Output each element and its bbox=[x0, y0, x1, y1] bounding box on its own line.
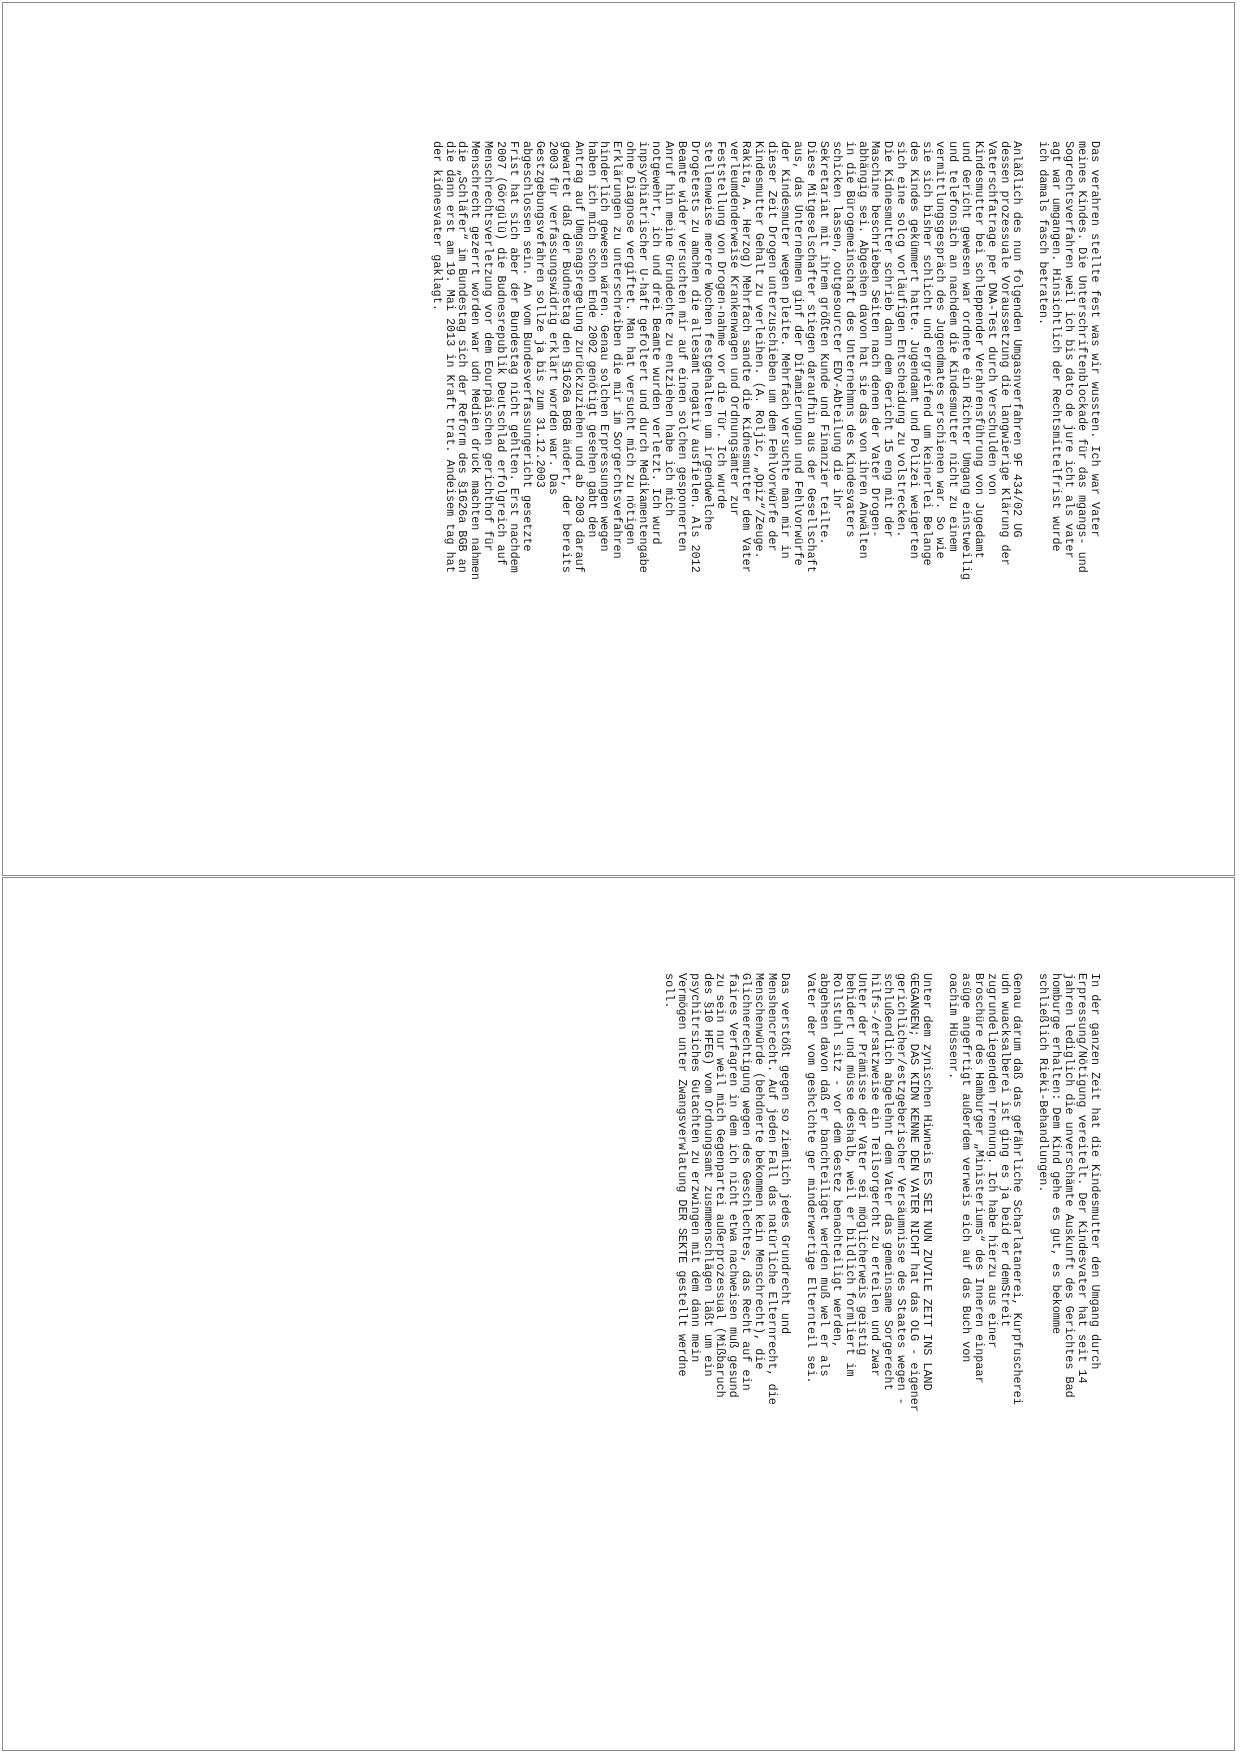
paragraph: Anläßlich des nun folgenden Umgasnverfahren 9F 434/02 UG dessen prozessuale Voraussetzung die langwierige Klärung der Vaterschfatrage per DNA-Test durch Verschulden von Kindesmutter bei schleppender Verahrensführung von Jugedamt und Gericht gewesen war ordnete ein Richter Umgang einstweilig und telefonsich an nachdem die Kindesmutter nicht zu einem vermittlungsgespräch des Jugendmates erschienen war. So wie sie sich bisher schlicht und ergreifend um keinerlei Belange des Kindes gekümmert hatte. Jugendamt und Polizei weigerten sich eine solcg vorläufigen Entscheidung zu volstrecken. Die Kidnesmutter schrieb dann dem Gericht 15 eng mit der Maschine beschrieben Seiten nach denen der Vater Drogen- abhängig sei. Abgeshen davon hat sie das von ihren Anwälten in die Bürogemeinschaft des Unternehmns des Kindesvaters schicken lassen, outgesourcter EDV-Abteilung die ihr Sekretariat mit ihrem größten Kunde und Finanzier teilte. Diese Mitgeselschafter stiegen daraufhin aus der Gesellschaft aus, das Unternehmen ginf der Difamierungun und Fehlvorwürfe der Kindesmuter wegen pleite. Mehrfach versuchte man mir in dieser Zeit Drogen unterzuschieben um dem Fehlvorwürfe der Kindesmutter Gehalt zu verleihen. (A. Roljic, „Opiz“/Zeuge. Rakita, A. Herzog) Mehrfach sandte die Kidnesmutter dem Vater verleumdenderweise Krankenwagen und Ordnungsämter zur Feststellung von Drogen-nahme vor die Tür. Ich wurde stellenweise merere Wochen festgehalten um irgendwelche Drogetests zu amchen die allesamt negativ ausfielen. Als 2012 Beamte wider versuchten mir auf einen solchen gesponnerten Anruf hin meine Grundechte zu entziehen habe ich mich notgewehrt, ich und drei Beamte wurden verletzt. Ich wurd inpsychiatrischer U-haft gefoltert und durch Medikamentengabe ohne Diagnose vergiftet. Man hat versucht mich zu nötigen Erklärungen zu unterschreiben die mir im Sorgerchtsvefahren hinderlich gewesen wären. Genau solchen Erpressungen wegen haben ich mich schon Ende 2002 genötigt gesehen gabt den Antrag auf Umgsnagsregelung zurückzuziehen und ab 2003 darauf gewartet daß der Budnestag den §1626a BGB ändert, der bereits 2003 für verfassungswidrig erklärt worden war. Das Gestzgebungsvefahren sollze ja bis zum 31.12.2003 abgeschlossen sein. An vom Bundesverfassungericht gesetzte Frist hat sich aber der Bundestag nicht gehlten. Erst nachdem 2007 (Görgülü) die Budnesrepublik Deutschlad erfolgreich auf Menschrechtsverletzung vor dem Eourpäischen gerichthof für Menschrecht gezerrt worden war udn Medien druck machten nahmen die „Schläfer“ im Bundestag sich der Reform des §1626a BGB an die dann erst am 19. Mai 2013 in Kraft trat. Andeisem tag hat der kidnesvater gaklagt. bbox=[429, 141, 1025, 580]
page-body-text bbox=[662, 973, 1101, 1673]
paragraph: Das verahren stellte fest was wir wussten. Ich war Vater meines Kindes. Die Unterschriftenblockade für das mgangs- und Sogrechtsverfahren weil ich bis dato de jure icht als vater agt war umgangen. Hinsichtlich der Rechtsmittelfrist wurde ich damals fasch betraten. bbox=[1036, 141, 1102, 573]
paragraph: Genau darum daß das gefährliche Scharlatanerei, Kurpfuscherei udn wuacksalberei ist ging es ja beid er demStreit zugrundeliegenden Trennung. Ich habe hierzu aus einer Broschüre des Hamburger „Ministeriums“ des Inneren einpaar asüge angefrtigt außerdem verweis eich auf das Buch von oachim Hüssenr. bbox=[945, 973, 1025, 1405]
document-page-1 bbox=[2, 2, 1235, 876]
document-page-2 bbox=[2, 877, 1235, 1751]
paragraph: In der ganzen Zeit hat die Kindesmutter den Umgang durch Erpressung/Nötigung vereitelt. Der Kindesvater hat seit 14 jahren lediglich die unverschämte Auskunft des Gerichtes Bad homburge erhalten: Dem Kind gehe es gut, es bekomme schließlich Rieki-Behandlungen. bbox=[1036, 973, 1102, 1398]
rotated-page-content bbox=[3, 3, 1235, 876]
paragraph: Das verstößt gegen so ziemlich jedes Grundrecht und Menshencrecht. Auf jeden Fall das natürliche Elternrecht, die Menschenwürde (behdnerte bekommen kein Menschrecht), die Glichnerechtigung wegen des Geschlechtes, das Recht auf ein faires Verfagren in dem ich nicht etwa nachweisen muß gesund zu sein nur weil mich Gegenpartei außerprozessual (Mißbaruch des §10 HFEG) vom Ordnungsamt zusmmenschlägen läßt um ein psychitrsiches Gutachten zu erzwingen mit dem dann mein Vermögen unter Zwangsverwlatung DER SEKTE gestellt werdne soll. bbox=[661, 973, 792, 1405]
rotated-page-content bbox=[3, 878, 1235, 1751]
page-body-text bbox=[430, 141, 1101, 876]
paragraph: Unter dem zynischen Hiwneis ES SEI NUN ZUVILE ZEIT INS LAND GEGANGEN; DAS KIDN KENNE DEN VATER NICHT hat das OLG - eigener gerichlicher/estzgeberischer Versäumnisse des Staates wegen - schlußendlich abgelehnt dem Vater das gemeinsame Sorgerecht hilfs-/ersatzweise ein Teilsorgercht zu erteilen und zwar Unter der Prämisse der Vater sei möglicherweis geistig behidert und müsse deshalb, weil er bildlich formliert im Rollstuhl sitz - vor dem Gestez benachteiligt werden, abgehsen davon daß er banchteiliget werden muß wel er als Vater der vom geshclchte ger minderwertige Elternteil sei. bbox=[803, 973, 935, 1412]
